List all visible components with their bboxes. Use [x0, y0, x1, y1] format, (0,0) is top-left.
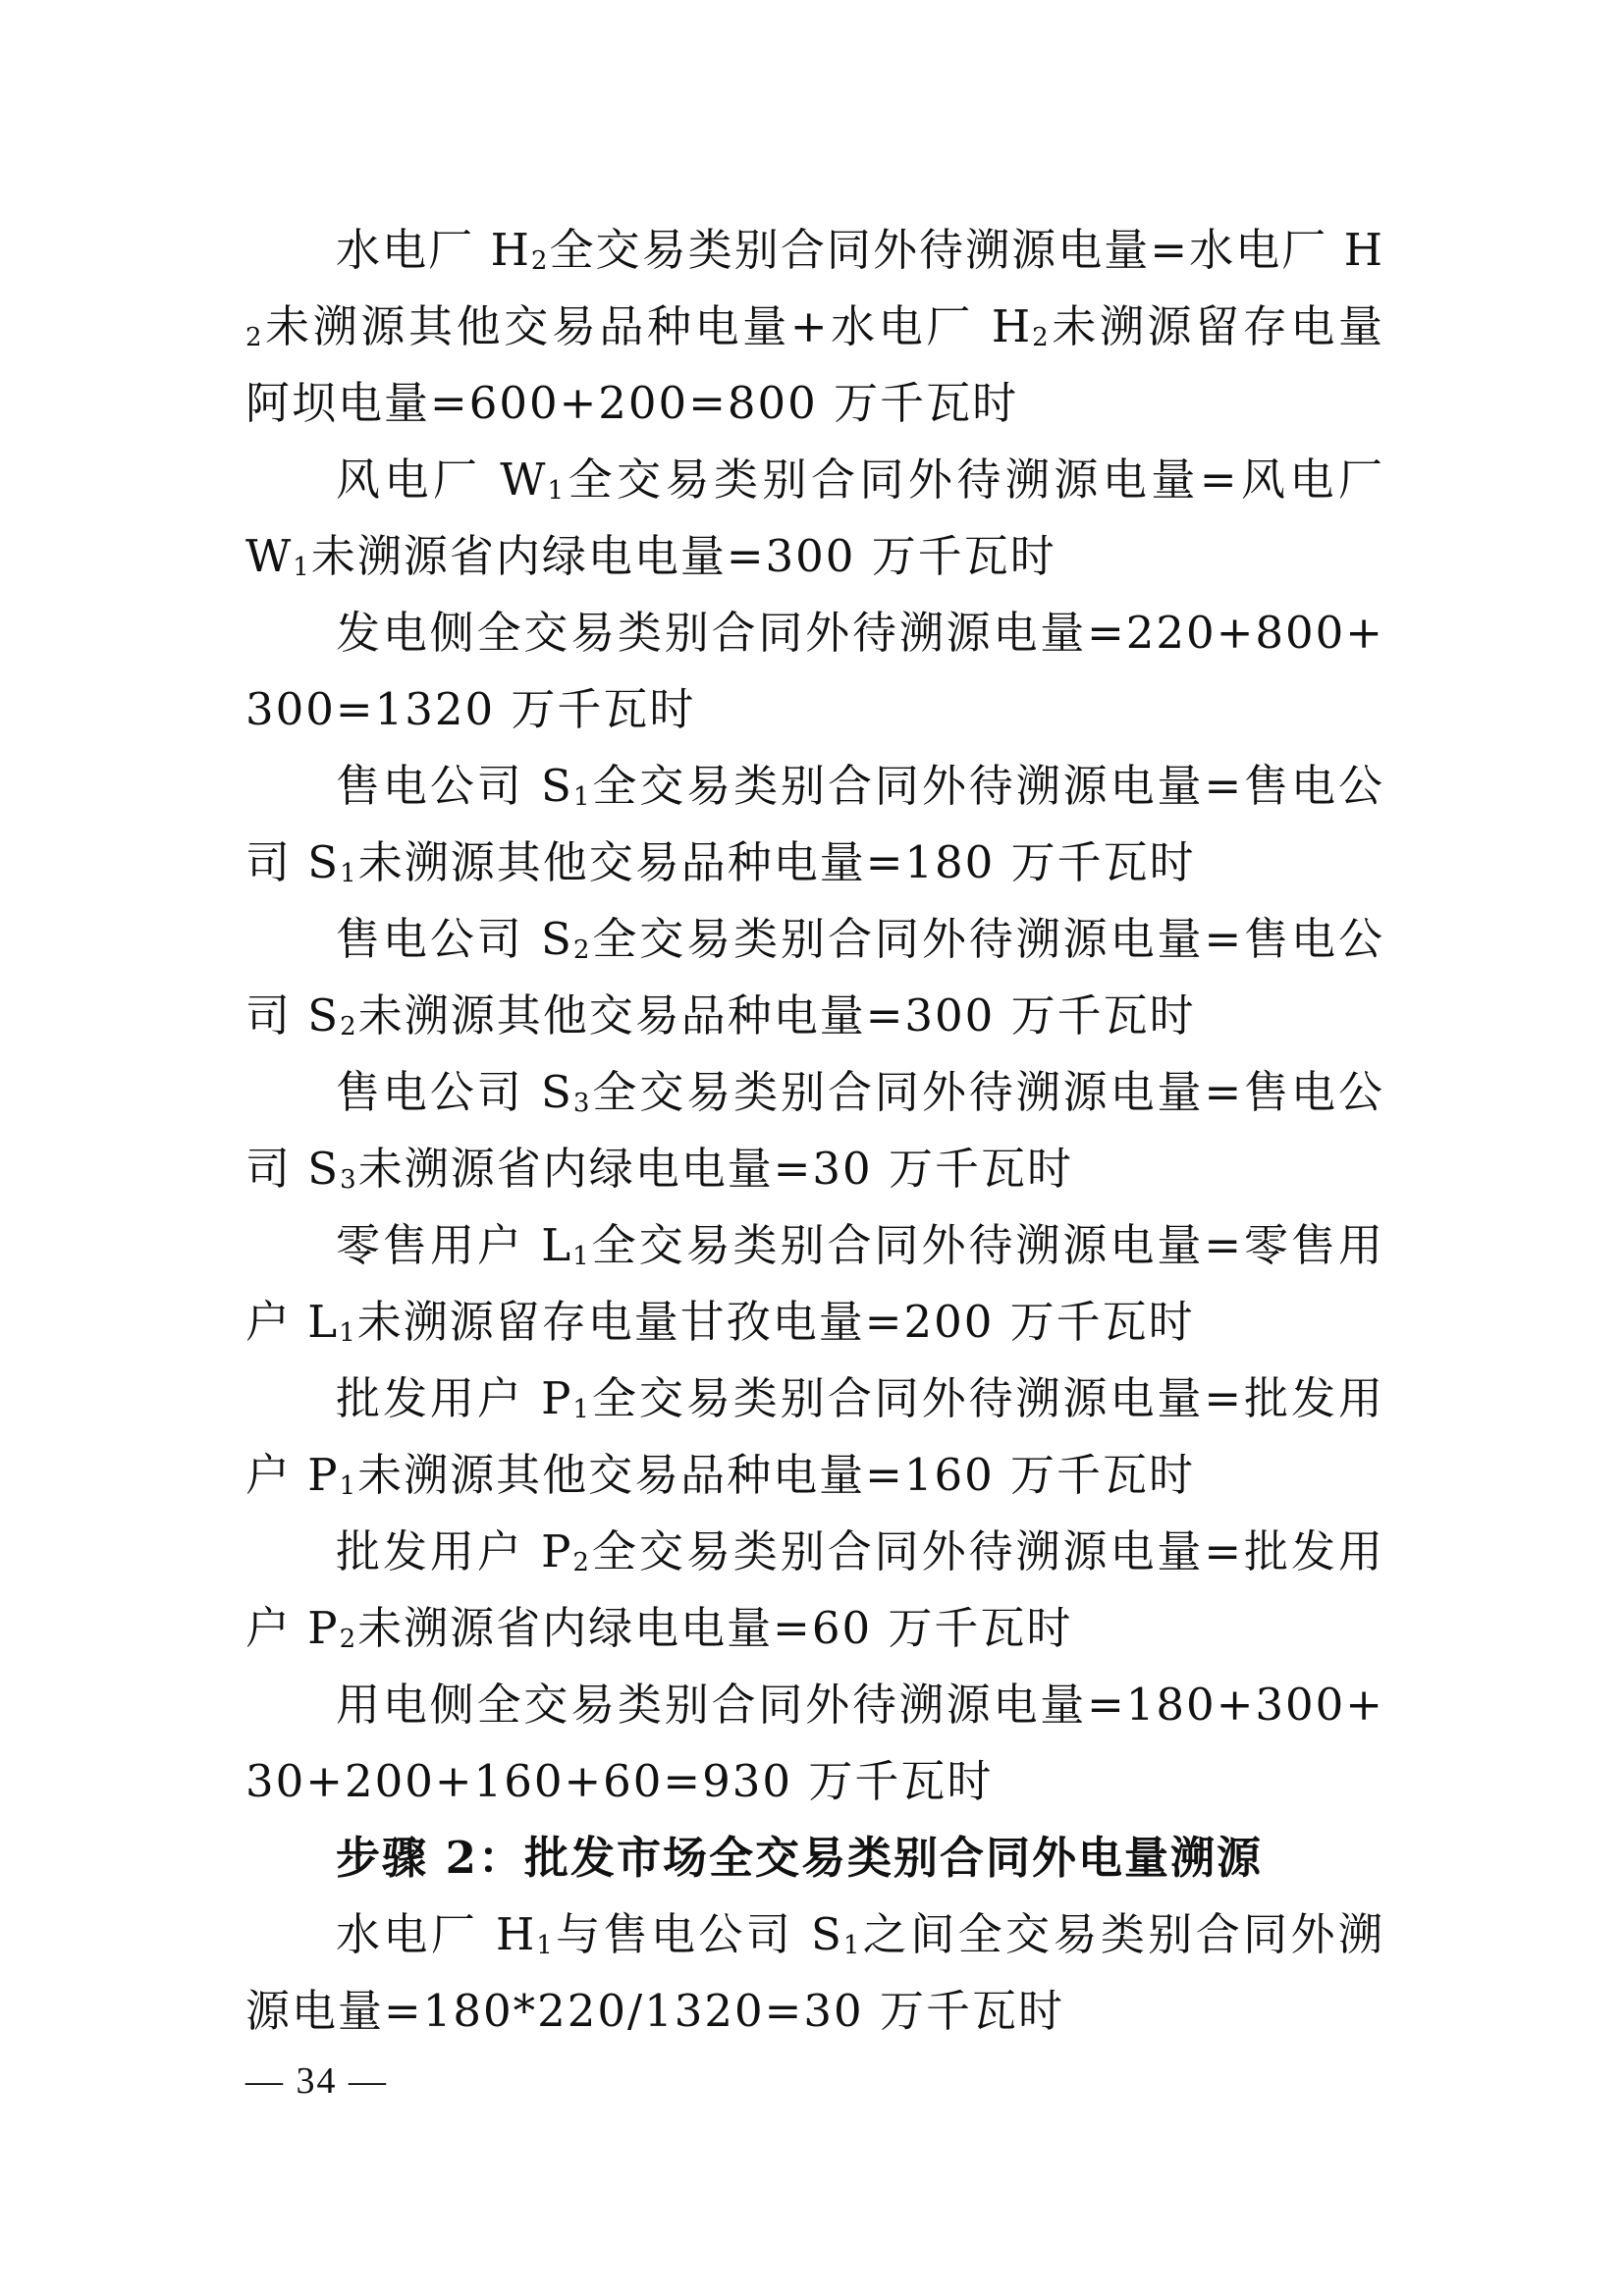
text-run: 未溯源其他交易品种电量=300 万千瓦时: [357, 989, 1196, 1041]
paragraph: [245, 748, 1384, 901]
subscript: 2: [245, 323, 264, 352]
section-heading: [245, 1820, 1384, 1896]
subscript: 1: [339, 1318, 357, 1348]
subscript: 1: [340, 859, 358, 888]
paragraph: [245, 901, 1384, 1054]
paragraph: [245, 1361, 1384, 1514]
subscript: 1: [293, 553, 311, 582]
text-run: 风电厂 W: [336, 454, 548, 506]
page-number: — 34 —: [245, 2060, 388, 2102]
subscript: 1: [547, 476, 567, 506]
subscript: 3: [340, 1165, 358, 1195]
subscript: 1: [842, 1931, 862, 1960]
text-run: 全交易类别合同外待溯源电量=售电公司 S: [245, 913, 1384, 1041]
subscript: 2: [572, 935, 592, 965]
paragraph: [245, 212, 1384, 442]
paragraph: [245, 1896, 1384, 2050]
text-run: 步骤 2：批发市场全交易类别合同外电量溯源: [336, 1832, 1263, 1884]
paragraph: [245, 595, 1384, 748]
text-run: 未溯源留存电量甘孜电量=200 万千瓦时: [356, 1296, 1195, 1348]
text-run: 全交易类别合同外待溯源电量=水电厂 H: [549, 224, 1384, 276]
text-run: 批发用户 P: [336, 1372, 573, 1424]
text-run: 水电厂 H: [336, 1908, 537, 1960]
subscript: 2: [572, 1548, 591, 1577]
subscript: 2: [530, 246, 550, 276]
text-run: 全交易类别合同外待溯源电量=批发用户 P: [245, 1525, 1384, 1654]
subscript: 3: [572, 1089, 592, 1118]
text-run: 之间全交易类别合同外溯源电量=180*220/1320=30 万千瓦时: [245, 1908, 1384, 2037]
subscript: 1: [339, 1471, 358, 1501]
paragraph: [245, 1207, 1384, 1361]
text-run: 未溯源省内绿电电量=300 万千瓦时: [310, 530, 1056, 582]
text-run: 用电侧全交易类别合同外待溯源电量=180+300+30+200+160+60=930 万千瓦时: [245, 1679, 1384, 1807]
text-run: 全交易类别合同外待溯源电量=售电公司 S: [245, 1066, 1384, 1195]
subscript: 1: [536, 1931, 555, 1960]
text-run: 售电公司 S: [336, 1066, 573, 1118]
text-run: 与售电公司 S: [554, 1908, 843, 1960]
text-run: 未溯源留存电量阿坝电量=600+200=800 万千瓦时: [245, 300, 1384, 429]
text-run: 零售用户 L: [336, 1219, 573, 1271]
text-run: 全交易类别合同外待溯源电量=零售用户 L: [245, 1219, 1384, 1348]
text-run: 售电公司 S: [336, 760, 573, 812]
text-run: 全交易类别合同外待溯源电量=批发用户 P: [245, 1372, 1384, 1501]
subscript: 2: [339, 1625, 358, 1654]
paragraph: [245, 1054, 1384, 1207]
text-run: 未溯源其他交易品种电量=180 万千瓦时: [357, 836, 1196, 888]
text-run: 未溯源省内绿电电量=30 万千瓦时: [357, 1143, 1073, 1195]
text-run: 未溯源省内绿电电量=60 万千瓦时: [357, 1602, 1073, 1654]
subscript: 1: [572, 1242, 591, 1271]
paragraph: [245, 1514, 1384, 1667]
text-run: 售电公司 S: [336, 913, 573, 965]
subscript: 1: [572, 782, 592, 812]
text-run: 批发用户 P: [336, 1525, 573, 1577]
paragraph: [245, 442, 1384, 595]
subscript: 1: [572, 1395, 591, 1424]
subscript: 2: [340, 1012, 358, 1041]
text-run: 未溯源其他交易品种电量=160 万千瓦时: [357, 1449, 1196, 1501]
paragraph: [245, 1667, 1384, 1820]
text-run: 全交易类别合同外待溯源电量=风电厂 W: [245, 454, 1384, 582]
text-run: 水电厂 H: [336, 224, 531, 276]
text-run: 全交易类别合同外待溯源电量=售电公司 S: [245, 760, 1384, 888]
subscript: 2: [1032, 323, 1051, 352]
body-text: [245, 212, 1384, 2050]
text-run: 未溯源其他交易品种电量+水电厂 H: [263, 300, 1033, 352]
text-run: 发电侧全交易类别合同外待溯源电量=220+800+300=1320 万千瓦时: [245, 607, 1384, 735]
